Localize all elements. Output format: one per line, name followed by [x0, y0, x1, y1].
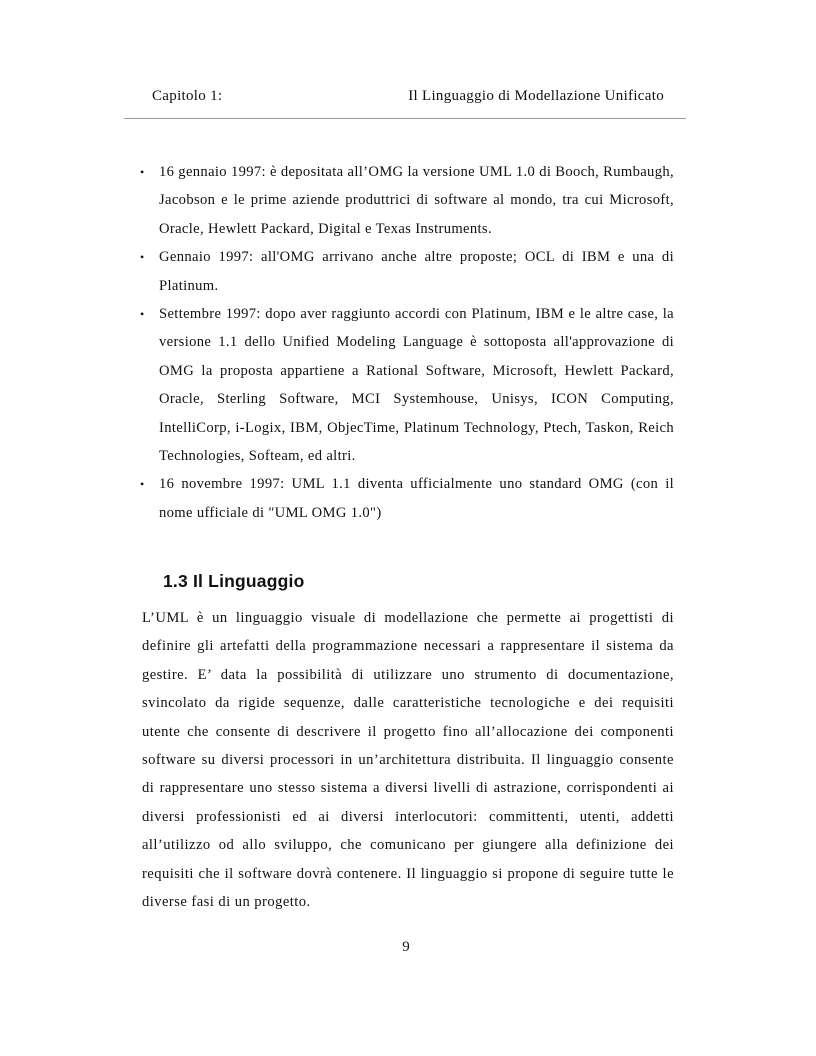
list-item-text: 16 novembre 1997: UML 1.1 diventa ufficialmente uno standard OMG (con il nome ufficiale di "UML OMG 1.0") [159, 476, 674, 521]
list-item [140, 300, 674, 470]
page-number: 9 [402, 939, 410, 955]
list-item [140, 470, 674, 527]
bullet-icon: • [140, 165, 145, 179]
header-chapter: Capitolo 1: [152, 88, 223, 104]
bullet-icon: • [140, 250, 145, 265]
header-divider [124, 118, 686, 119]
section-heading: 1.3 Il Linguaggio [163, 571, 305, 591]
body-paragraph: L’UML è un linguaggio visuale di modellazione che permette ai progettisti di definire gli artefatti della programmazione necessari a rappresentare il sistema da gestire. E’ data la possibilità di utilizzare uno strumento di documentazione, svincolato da rigide sequenze, dalle caratteristiche tecnologiche e dei requisiti utente che consente di descrivere il progetto fino all’allocazione dei componenti software su diversi processori in un’architettura distribuita. Il linguaggio consente di rappresentare uno stesso sistema a diversi livelli di astrazione, corrispondenti ai diversi professionisti ed ai diversi interlocutori: committenti, utenti, addetti all’utilizzo od allo sviluppo, che comunicano per giungere alla definizione dei requisiti che il software dovrà contenere. Il linguaggio si propone di seguire tutte le diverse fasi di un progetto. [142, 610, 674, 911]
bullet-icon: • [140, 477, 145, 492]
list-item-text: Gennaio 1997: all'OMG arrivano anche altre proposte; OCL di IBM e una di Platinum. [159, 249, 674, 294]
list-item [140, 158, 674, 243]
timeline-bullet-list [140, 158, 674, 527]
bullet-icon: • [140, 307, 145, 322]
list-item-text: Settembre 1997: dopo aver raggiunto accordi con Platinum, IBM e le altre case, la versione 1.1 dello Unified Modeling Language è sottoposta all'approvazione di OMG la proposta appartiene a Rational Software, Microsoft, Hewlett Packard, Oracle, Sterling Software, MCI Systemhouse, Unisys, ICON Computing, IntelliCorp, i-Logix, IBM, ObjecTime, Platinum Technology, Ptech, Taskon, Reich Technologies, Softeam, ed altri. [159, 306, 674, 465]
list-item-text: 16 gennaio 1997: è depositata all’OMG la versione UML 1.0 di Booch, Rumbaugh, Jacobson e le prime aziende produttrici di software al mondo, tra cui Microsoft, Oracle, Hewlett Packard, Digital e Texas Instruments. [159, 164, 674, 237]
list-item [140, 243, 674, 300]
header-title: Il Linguaggio di Modellazione Unificato [408, 88, 664, 104]
